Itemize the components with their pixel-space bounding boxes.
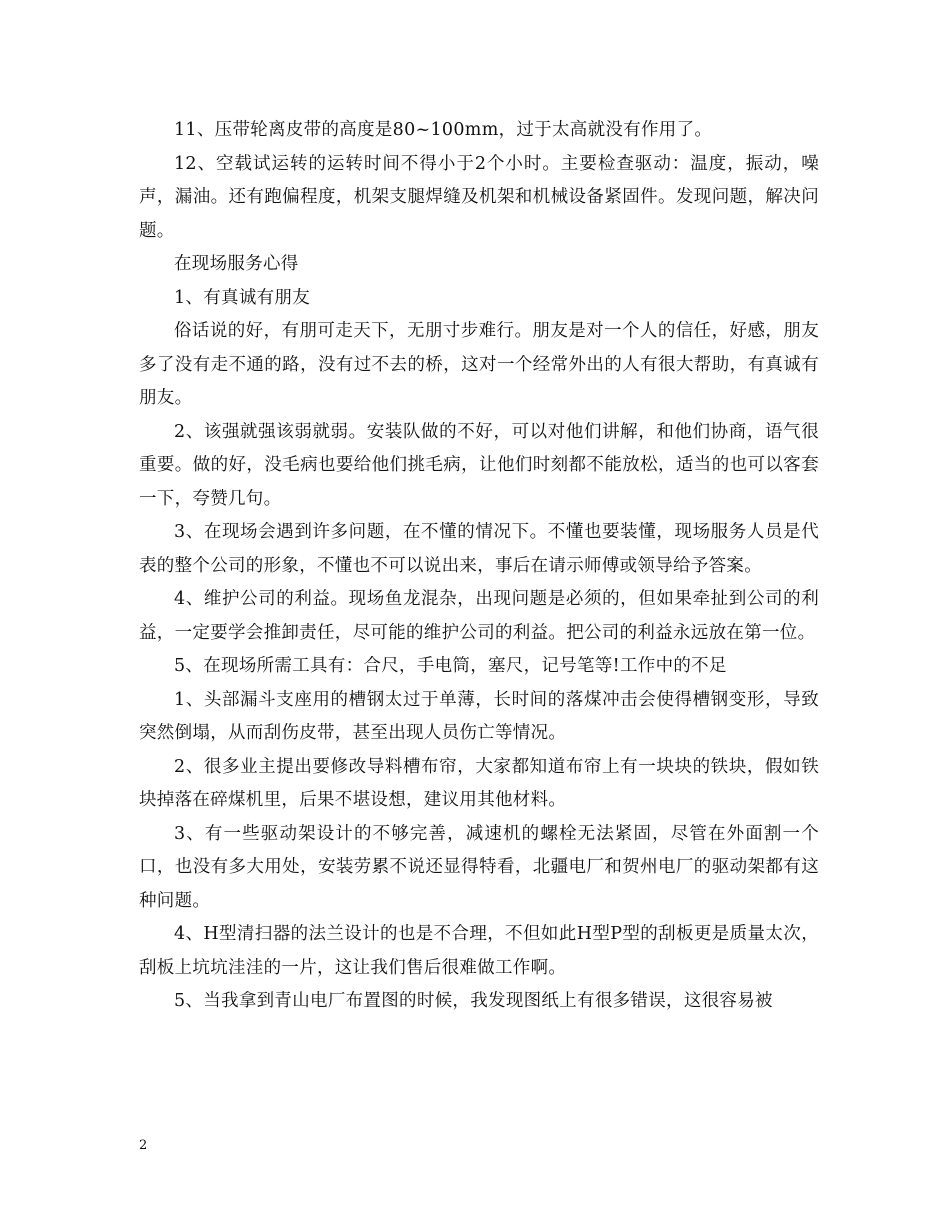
paragraph-guide-curtain: 2、很多业主提出要修改导料槽布帘，大家都知道布帘上有一块块的铁块，假如铁块掉落在碎煤机里，后果不堪设想，建议用其他材料。 [139,756,819,810]
paragraph-tools-needed: 5、在现场所需工具有：合尺，手电筒，塞尺，记号笔等!工作中的不足 [174,656,727,676]
paragraph-11-belt-pressure-wheel: 11、压带轮离皮带的高度是80~100mm，过于太高就没有作用了。 [174,120,713,140]
section-heading-onsite-service: 在现场服务心得 [174,254,299,274]
paragraph-h-type-cleaner: 4、H型清扫器的法兰设计的也是不合理，不但如此H型P型的刮板更是质量太次，刮板上坑坑洼洼的一片，这让我们售后很难做工作啊。 [139,924,819,978]
page-number: 2 [139,1138,148,1153]
paragraph-strong-weak: 2、该强就强该弱就弱。安装队做的不好，可以对他们讲解，和他们协商，语气很重要。做的好，没毛病也要给他们挑毛病，让他们时刻都不能放松，适当的也可以客套一下，夸赞几句。 [139,421,819,509]
paragraph-friends: 俗话说的好，有朋可走天下，无朋寸步难行。朋友是对一个人的信任，好感，朋友多了没有走不通的路，没有过不去的桥，这对一个经常外出的人有很大帮助，有真诚有朋友。 [139,321,819,408]
paragraph-company-interest: 4、维护公司的利益。现场鱼龙混杂，出现问题是必须的，但如果牵扯到公司的利益，一定要学会推卸责任，尽可能的维护公司的利益。把公司的利益永远放在第一位。 [139,589,819,643]
paragraph-drive-frame: 3、有一些驱动架设计的不够完善，减速机的螺栓无法紧固，尽管在外面割一个口，也没有多大用处，安装劳累不说还显得特看，北疆电厂和贺州电厂的驱动架都有这种问题。 [139,823,819,911]
document-body [139,114,819,1019]
paragraph-problems-onsite: 3、在现场会遇到许多问题，在不懂的情况下。不懂也要装懂，现场服务人员是代表的整个公司的形象，不懂也不可以说出来，事后在请示师傅或领导给予答案。 [139,522,819,576]
paragraph-12-no-load-test: 12、空载试运转的运转时间不得小于2个小时。主要检查驱动：温度，振动，噪声，漏油。还有跑偏程度，机架支腿焊缝及机架和机械设备紧固件。发现问题，解决问题。 [139,153,819,241]
paragraph-sincerity-heading: 1、有真诚有朋友 [174,287,311,308]
paragraph-hopper-support: 1、头部漏斗支座用的槽钢太过于单薄，长时间的落煤冲击会使得槽钢变形，导致突然倒塌，从而刮伤皮带，甚至出现人员伤亡等情况。 [139,689,819,743]
paragraph-qingshan-layout: 5、当我拿到青山电厂布置图的时候，我发现图纸上有很多错误，这很容易被 [174,991,773,1011]
